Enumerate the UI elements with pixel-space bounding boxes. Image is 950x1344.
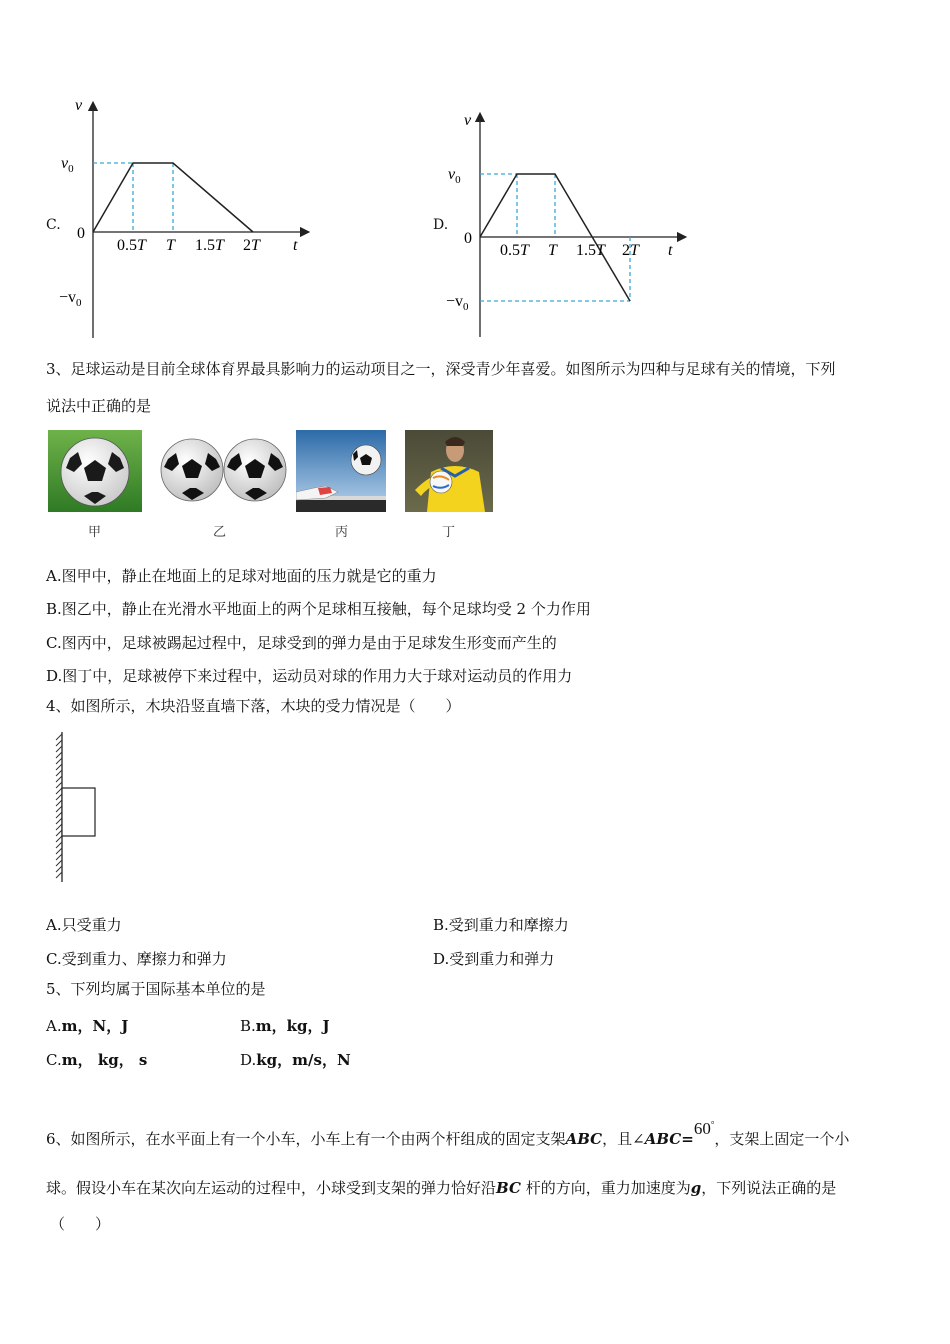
- caption-bing: 丙: [335, 525, 349, 540]
- q6-g: g: [690, 1179, 702, 1197]
- image-bing-ball-kicked: [296, 430, 386, 512]
- tick-T: T: [166, 237, 175, 254]
- q5-option-d-prefix: D.: [240, 1051, 257, 1069]
- q4-stem: 4、如图所示，木块沿竖直墙下落，木块的受力情况是（ ）: [46, 697, 461, 715]
- q6-answer-blank: （ ）: [50, 1215, 111, 1233]
- t-axis-label: t: [668, 242, 673, 259]
- wooden-block: [62, 788, 95, 836]
- caption-yi: 乙: [213, 525, 227, 540]
- q4-option-a[interactable]: A.只受重力: [46, 916, 122, 934]
- q6-abc: ABC: [565, 1130, 603, 1148]
- neg-v0-label: $-v_0$: [446, 293, 469, 313]
- neg-v0-label: $-v_0$: [59, 289, 82, 309]
- tick-1.5T: 1.5T: [576, 242, 605, 259]
- q5-option-b-units: m，kg，J: [255, 1017, 330, 1035]
- tick-T: T: [548, 242, 557, 259]
- vt-graph-d: [442, 105, 702, 345]
- v0-label: $v_0$: [448, 166, 461, 186]
- q4-option-c[interactable]: C.受到重力、摩擦力和弹力: [46, 950, 227, 968]
- q5-option-b[interactable]: [240, 1015, 330, 1036]
- q6-eq: =: [681, 1130, 694, 1148]
- option-c-label: C.: [46, 217, 61, 233]
- q4-option-b[interactable]: B.受到重力和摩擦力: [433, 916, 569, 934]
- tick-0.5T: 0.5T: [500, 242, 529, 259]
- v-axis-label: v: [464, 112, 472, 129]
- q3-option-a[interactable]: A.图甲中，静止在地面上的足球对地面的压力就是它的重力: [46, 567, 437, 585]
- option-d-label: D.: [433, 217, 449, 233]
- q6-text-4: 球。假设小车在某次向左运动的过程中，小球受到支架的弹力恰好沿: [46, 1179, 497, 1197]
- tick-0.5T: 0.5T: [117, 237, 146, 254]
- tick-2T: 2T: [622, 242, 639, 259]
- q5-option-a-units: m，N，J: [61, 1017, 129, 1035]
- q5-option-c-prefix: C.: [46, 1051, 62, 1069]
- image-ding-player-stopping-ball: [405, 430, 493, 512]
- image-jia-football-on-grass: [48, 430, 142, 512]
- q3-option-d[interactable]: D.图丁中，足球被停下来过程中，运动员对球的作用力大于球对运动员的作用力: [46, 667, 573, 685]
- q6-text-6: ，下列说法正确的是: [701, 1179, 837, 1197]
- q3-stem-line1: 3、足球运动是目前全球体育界最具影响力的运动项目之一，深受青少年喜爱。如图所示为四种与足球有关的情境，下列: [46, 360, 836, 378]
- vt-graph-c: [55, 90, 315, 345]
- q5-option-d-units: kg，m/s，N: [256, 1051, 351, 1069]
- origin-label: 0: [77, 225, 85, 242]
- q6-bc: BC: [496, 1179, 521, 1197]
- q5-option-a-prefix: A.: [46, 1017, 62, 1035]
- origin-label: 0: [464, 230, 472, 247]
- q6-stem-line1: [46, 1119, 850, 1148]
- caption-jia: 甲: [88, 525, 102, 540]
- q6-abc-2: ABC: [644, 1130, 682, 1148]
- t-axis-label: t: [293, 237, 298, 254]
- q5-option-d[interactable]: [240, 1049, 351, 1070]
- wall-block-diagram: [48, 730, 108, 885]
- image-yi-two-footballs: [160, 437, 288, 503]
- caption-ding: 丁: [442, 525, 456, 540]
- q6-text-5: 杆的方向，重力加速度为: [520, 1179, 691, 1197]
- q6-text-1: 6、如图所示，在水平面上有一个小车，小车上有一个由两个杆组成的固定支架: [46, 1130, 566, 1148]
- q4-option-d[interactable]: D.受到重力和弹力: [433, 950, 555, 968]
- q5-option-c-units: m， kg， s: [61, 1051, 148, 1069]
- q5-option-b-prefix: B.: [240, 1017, 256, 1035]
- q5-option-a[interactable]: [46, 1015, 128, 1036]
- q5-option-c[interactable]: [46, 1049, 147, 1070]
- q3-option-b[interactable]: B.图乙中，静止在光滑水平地面上的两个足球相互接触，每个足球均受 2 个力作用: [46, 600, 591, 618]
- q5-stem: 5、下列均属于国际基本单位的是: [46, 980, 266, 998]
- q6-angle: 60°: [693, 1119, 715, 1138]
- wall-hatching: [56, 734, 62, 878]
- tick-2T: 2T: [243, 237, 260, 254]
- tick-1.5T: 1.5T: [195, 237, 224, 254]
- q3-option-c[interactable]: C.图丙中，足球被踢起过程中，足球受到的弹力是由于足球发生形变而产生的: [46, 634, 557, 652]
- q6-stem-line2: [46, 1181, 836, 1196]
- q3-stem-line2: 说法中正确的是: [46, 397, 152, 415]
- v-axis-label: v: [75, 97, 83, 114]
- q6-text-3: ，支架上固定一个小: [714, 1130, 850, 1148]
- q6-text-2: ，且∠: [602, 1130, 645, 1148]
- v0-label: $v_0$: [61, 155, 74, 175]
